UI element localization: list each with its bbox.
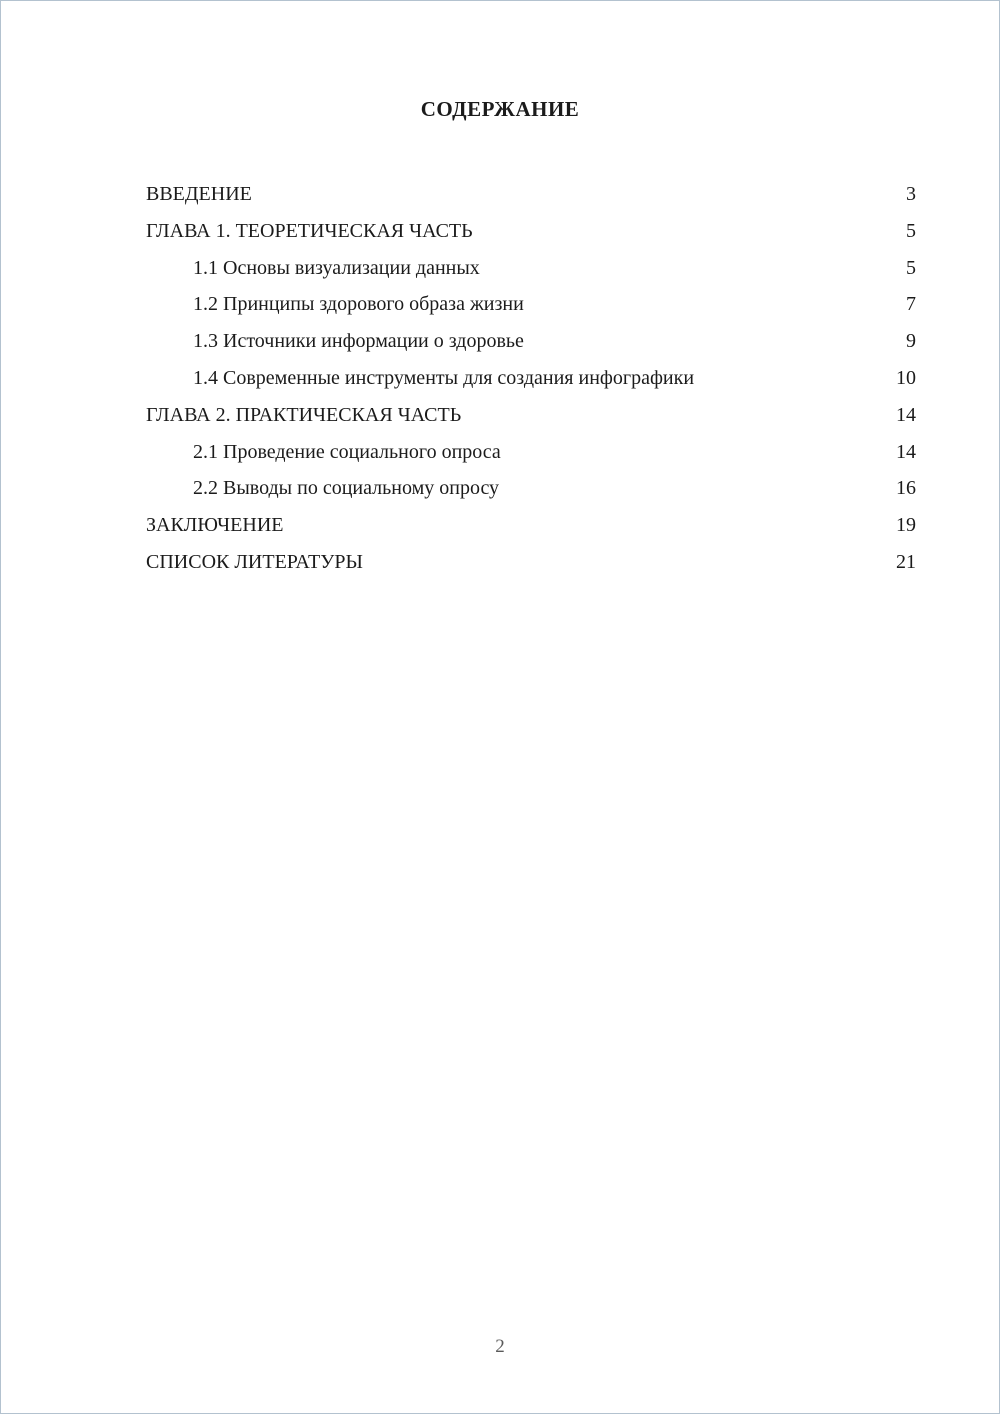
toc-entry-page: 14 [896, 440, 916, 463]
toc-entry [146, 360, 916, 397]
toc-entry [146, 507, 916, 544]
toc-entry [146, 470, 916, 507]
toc-entry-label: ГЛАВА 1. ТЕОРЕТИЧЕСКАЯ ЧАСТЬ [146, 219, 473, 242]
toc-entry-label: ЗАКЛЮЧЕНИЕ [146, 514, 284, 537]
toc-entry [146, 544, 916, 581]
toc-entry-page: 14 [896, 403, 916, 426]
toc-entry-label: 2.2 Выводы по социальному опросу [193, 477, 500, 500]
page-number: 2 [495, 1336, 505, 1357]
toc-list [146, 176, 916, 581]
toc-entry [146, 434, 916, 471]
toc-entry-page: 9 [906, 330, 916, 353]
toc-entry-page: 5 [906, 219, 916, 242]
toc-entry-label: 1.3 Источники информации о здоровье [193, 330, 524, 353]
toc-entry [146, 397, 916, 434]
toc-entry [146, 323, 916, 360]
toc-entry-page: 19 [896, 514, 916, 537]
toc-entry [146, 176, 916, 213]
toc-entry-page: 16 [896, 477, 916, 500]
toc-entry-page: 3 [906, 183, 916, 205]
toc-entry-label: 1.1 Основы визуализации данных [193, 256, 480, 279]
toc-entry-page: 5 [906, 256, 916, 279]
page-title: СОДЕРЖАНИЕ [420, 97, 580, 121]
toc-entry-label: 1.2 Принципы здорового образа жизни [193, 293, 524, 316]
toc-entry-label: 1.4 Современные инструменты для создания инфографики [193, 366, 695, 389]
toc-entry [146, 286, 916, 323]
toc-entry-label: ВВЕДЕНИЕ [146, 183, 252, 205]
toc-entry-label: СПИСОК ЛИТЕРАТУРЫ [146, 550, 363, 573]
toc-entry-page: 21 [896, 550, 916, 573]
toc-entry [146, 250, 916, 287]
toc-entry-label: ГЛАВА 2. ПРАКТИЧЕСКАЯ ЧАСТЬ [146, 403, 462, 426]
toc-entry-page: 10 [896, 366, 916, 389]
toc-entry-label: 2.1 Проведение социального опроса [193, 440, 501, 463]
toc-entry [146, 213, 916, 250]
toc-entry-page: 7 [906, 293, 916, 316]
